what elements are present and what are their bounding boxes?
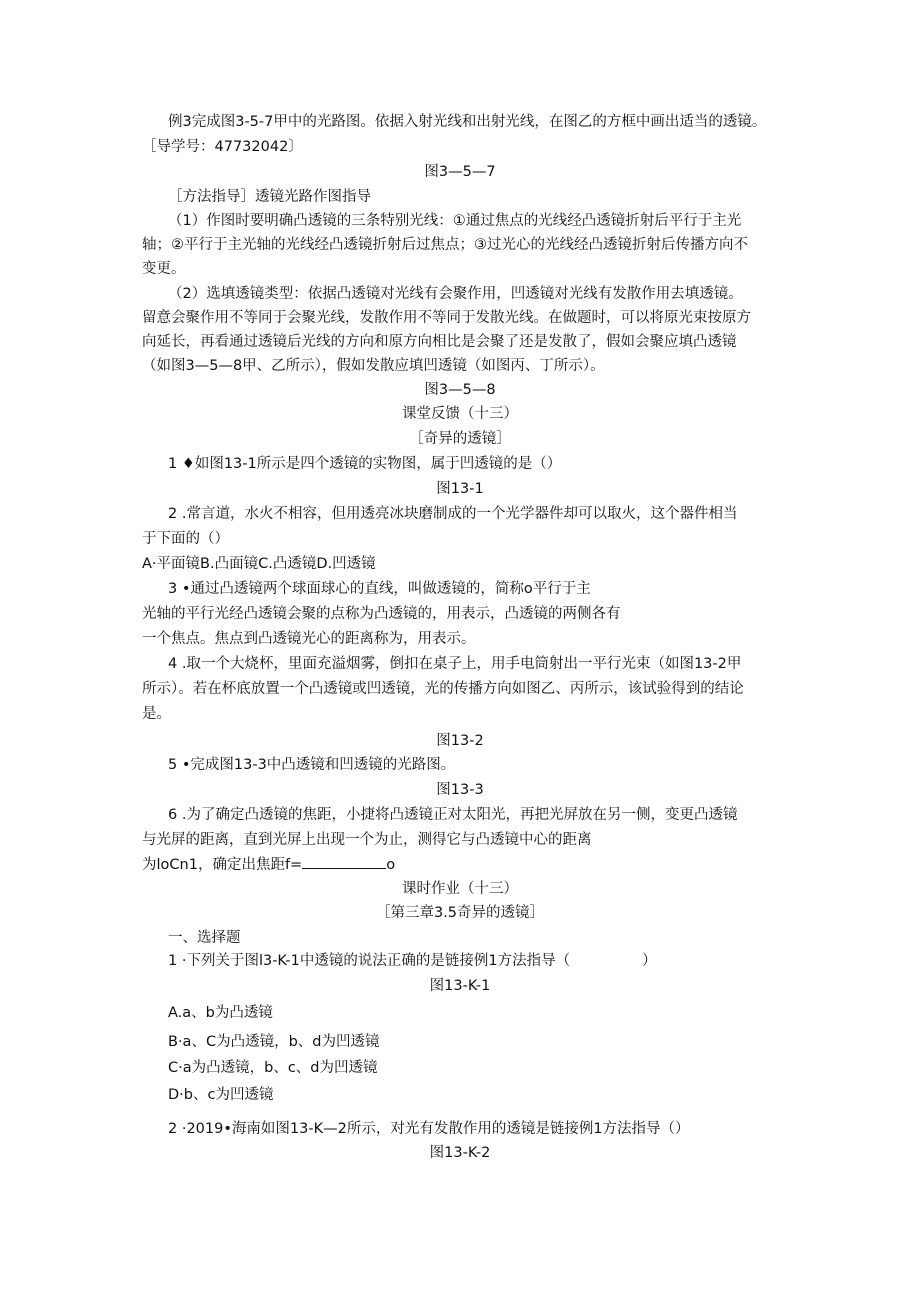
feedback-question-6-line: 6 .为了确定凸透镜的焦距，小捷将凸透镜正对太阳光，再把光屏放在另一侧，变更凸透镜 (168, 807, 738, 823)
feedback-question-3-line: 一个焦点。焦点到凸透镜光心的距离称为，用表示。 (142, 631, 476, 647)
feedback-title: 课堂反馈（十三） (402, 406, 518, 422)
figure-caption-3-5-8: 图3—5—8 (424, 382, 496, 398)
feedback-question-4-line: 所示）。若在杯底放置一个凸透镜或凹透镜，光的传播方向如图乙、丙所示，该试验得到的结论 (142, 681, 744, 697)
homework-q1-option-d: D·b、c为凹透镜 (168, 1087, 274, 1103)
method-p2-line: 向延长，再看通过透镜后光线的方向和原方向相比是会聚了还是发散了，假如会聚应填凸透镜 (142, 334, 737, 350)
focal-length-prefix: 为loCn1，确定出焦距f= (142, 857, 303, 873)
feedback-question-6-last-line (142, 855, 395, 875)
figure-caption-13-1: 图13-1 (436, 481, 484, 497)
section-heading-choice: 一、选择题 (168, 930, 241, 946)
feedback-question-4-line: 是。 (142, 706, 171, 722)
homework-q1-option-b: B·a、C为凸透镜，b、d为凹透镜 (168, 1034, 380, 1050)
homework-subtitle: ［第三章3.5奇异的透镜］ (375, 905, 545, 921)
homework-question-1-text: 1 ·下列关于图l3-K-1中透镜的说法正确的是链接例1方法指导（ (168, 953, 571, 969)
homework-question-1-close: ） (642, 953, 657, 969)
method-p1-line: 变更。 (142, 261, 186, 277)
homework-q1-option-c: C·a为凸透镜，b、c、d为凹透镜 (168, 1060, 378, 1076)
figure-caption-13-2: 图13-2 (436, 733, 484, 749)
figure-caption-13-k-1: 图13-K-1 (429, 978, 491, 994)
feedback-question-2-options: A·平面镜B.凸面镜C.凸透镜D.凹透镜 (142, 556, 376, 572)
method-p1-line: （1）作图时要明确凸透镜的三条特别光线：①通过焦点的光线经凸透镜折射后平行于主光 (168, 213, 742, 229)
feedback-subtitle: ［奇异的透镜］ (409, 431, 511, 447)
feedback-question-6-line: 与光屏的距离，直到光屏上出现一个为止，测得它与凸透镜中心的距离 (142, 832, 592, 848)
feedback-question-2-line: 于下面的（） (142, 531, 229, 547)
feedback-question-1: 1 ♦如图13-1所示是四个透镜的实物图，属于凹透镜的是（） (168, 456, 562, 472)
example-3-line-1: 例3完成图3-5-7甲中的光路图。依据入射光线和出射光线，在图乙的方框中画出适当的透镜。 (168, 114, 767, 130)
method-guidance-title: ［方法指导］透镜光路作图指导 (168, 189, 371, 205)
feedback-question-3-line: 光轴的平行光经凸透镜会聚的点称为凸透镜的，用表示，凸透镜的两侧各有 (142, 606, 621, 622)
feedback-question-4-line: 4 .取一个大烧杯，里面充溢烟雾，倒扣在桌子上，用手电筒射出一平行光束（如图13-2甲 (168, 656, 742, 672)
figure-caption-3-5-7: 图3—5—7 (424, 164, 496, 180)
feedback-question-3-line: 3 •通过凸透镜两个球面球心的直线，叫做透镜的，简称o平行于主 (168, 581, 591, 597)
homework-question-1 (168, 951, 657, 971)
feedback-question-2-line: 2 .常言道，水火不相容，但用透亮冰块磨制成的一个光学器件却可以取火，这个器件相当 (168, 506, 738, 522)
focal-length-answer-blank[interactable] (302, 855, 386, 869)
focal-length-suffix: o (386, 857, 396, 873)
method-p1-line: 轴；②平行于主光轴的光线经凸透镜折射后过焦点；③过光心的光线经凸透镜折射后传播方向不 (142, 237, 748, 253)
homework-title: 课时作业（十三） (402, 881, 518, 897)
figure-caption-13-3: 图13-3 (436, 782, 484, 798)
example-3-line-2: ［导学号：47732042〕 (142, 139, 303, 155)
method-p2-line: 留意会聚作用不等同于会聚光线，发散作用不等同于发散光线。在做题时，可以将原光束按原方 (142, 310, 751, 326)
homework-q1-option-a: A.a、b为凸透镜 (168, 1005, 273, 1021)
method-p2-line: （2）选填透镜类型：依据凸透镜对光线有会聚作用，凹透镜对光线有发散作用去填透镜。 (168, 286, 743, 302)
method-p2-line: （如图3—5—8甲、乙所示），假如发散应填凹透镜（如图丙、丁所示）。 (142, 358, 605, 374)
homework-question-2: 2 ·2019•海南如图13-K—2所示，对光有发散作用的透镜是链接例1方法指导（） (168, 1121, 690, 1137)
feedback-question-5: 5 •完成图13-3中凸透镜和凹透镜的光路图。 (168, 757, 456, 773)
figure-caption-13-k-2: 图13-K-2 (429, 1145, 491, 1161)
